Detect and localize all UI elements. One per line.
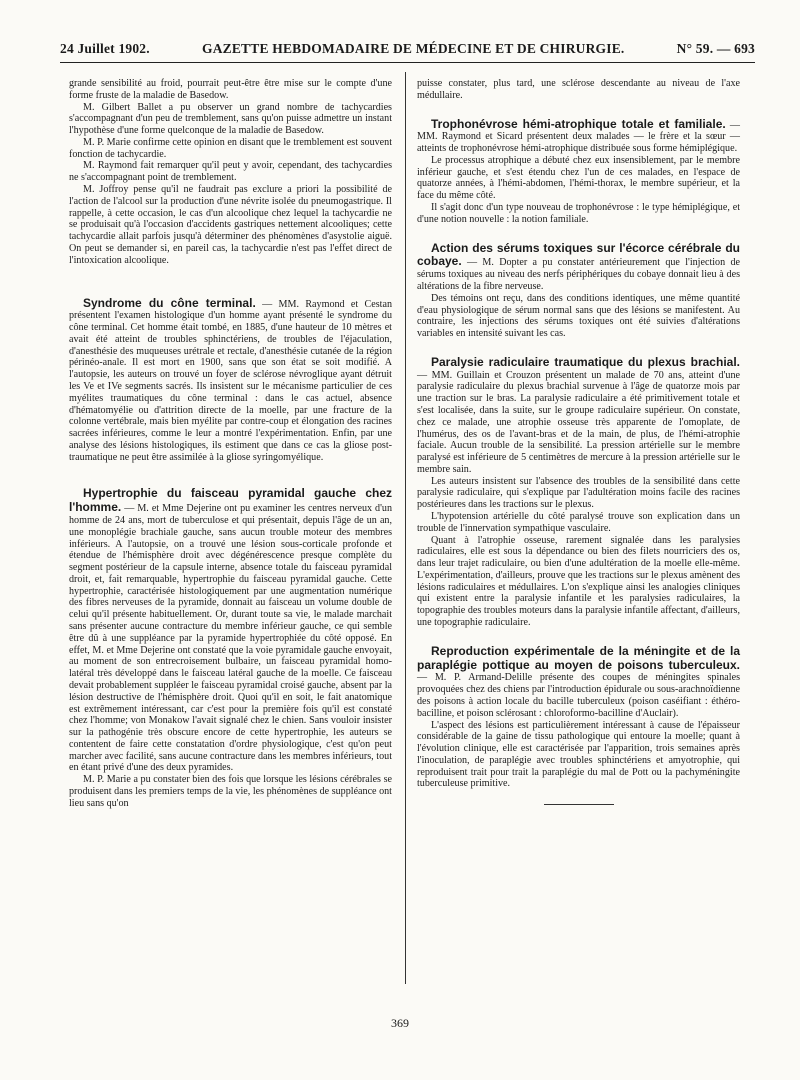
left-column	[69, 78, 392, 810]
header-issue-number: N° 59. — 693	[676, 41, 755, 56]
paragraph: Le processus atrophique a débuté chez eux insensiblement, par le membre inférieur gauche, et s'est étendu chez l'un de ces malades, en l'espace de quatorze années, à l'hémi-abdomen, l'hémi-thorax, le membre supérieur, et la face du même côté.	[417, 154, 740, 202]
section-body: — MM. Raymond et Cestan présentent l'examen histologique d'un homme ayant présenté le syndrome du cône terminal. Cet homme était tombé, en 1885, d'une hauteur de 10 mètres et avait été atteint de troubles sphinctériens, de troubles de l'éjaculation, d'anesthésie des muqueuses urétrale et rectale, d'anesthésie cutanée de la région périnéo-anale. Il est mort en 1900, sans que son état se soit modifié. A l'autopsie, les auteurs on trouvé un foyer de sclérose névroglique ayant détruit les Ve et IVe segments sacrés. Ils insistent sur le mécanisme particulier de ces myélites traumatiques du cône terminal : dans le cas actuel, absence d'hématomyélie ou d'attrition directe de la moelle, par une fracture de la colonne vertébrale, mais bien myélite par contre-coup et élongation des racines sacrées inférieures, comme le leur a montré l'expérimentation. Enfin, par une analyse des lésions histologiques, ils estiment que dans ce cas la gliose post-traumatique ne peut être assimilée à la gliose syringomyélique.	[69, 298, 392, 463]
section-syndrome-cone-terminal	[69, 297, 392, 464]
section-body: — M. et Mme Dejerine ont pu examiner les centres nerveux d'un homme de 24 ans, mort de tuberculose et qui présentait, depuis l'âge de un an, une monoplégie brachiale gauche, sans aucun trouble moteur des membres inférieurs. A l'autopsie, on a trouvé une lésion sous-corticale profonde et étendue de l'hémisphère droit avec dégénérescence presque complète du segment postérieur de la capsule interne, absence totale du faisceau pyramidal droit, et, fait remarquable, hypertrophie du faisceau pyramidal gauche. Cette hypertrophie, caractérisée histologiquement par une augmentation numérique des fibres nerveuses de la pyramide, donnait au faisceau un volume double de celui qu'il présente habituellement. Or, durant toute sa vie, le malade marchait sans présenter aucune contracture du membre inférieur gauche, ce qui semble être dû à une suppléance par la pyramide hypertrophiée du côté opposé. En effet, M. et Mme Dejerine ont constaté que la voie pyramidale gauche envoyait, au moment de son entrecroisement bulbaire, un faisceau pyramidal homo-latéral très développé dans le faisceau latéral gauche de la moelle. Ce faisceau devait probablement suppléer le faisceau pyramidal croisé gauche, absent par la lésion destructive de l'hémisphère droit. Quoi qu'il en soit, le fait anatomique est extrêmement intéressant, car c'est pour la première fois qu'il est constaté chez l'homme; von Monakow l'avait signalé chez le chien. Sans vouloir insister sur la pathogénie très obscure encore de cette hypertrophie, les auteurs se contentent de faire cette constatation d'ordre physiologique, c'est qu'on peut marcher avec facilité, sans aucune contracture dans les membres inférieurs, tout en étant privé d'une des deux pyramides.	[69, 503, 392, 774]
section-trophonevrose	[417, 118, 740, 226]
section-title: Action des sérums toxiques sur l'écorce cérébrale du cobaye.	[417, 240, 740, 269]
section-serums-toxiques	[417, 242, 740, 340]
section-body: — MM. Raymond et Sicard présentent deux malades — le frère et la sœur — atteints de trophonévrose hémi-atrophique distribuée sous forme hémiplégique.	[417, 119, 740, 155]
paragraph: M. Gilbert Ballet a pu observer un grand nombre de tachycardies s'accompagnant d'un peu de tremblement, sans qu'on puisse admettre un instant l'hypothèse d'une forme quelconque de la maladie de Basedow.	[69, 101, 392, 137]
paragraph: M. P. Marie a pu constater bien des fois que lorsque les lésions cérébrales se produisent dans les premiers temps de la vie, les phénomènes de suppléance ont lieu sans qu'on	[69, 774, 392, 809]
section-body: — MM. Guillain et Crouzon présentent un malade de 70 ans, atteint d'une paralysie radiculaire du plexus brachial survenue à l'âge de quatorze mois par une traction sur le bras. La paralysie radiculaire a été primitivement totale et s'est localisée, dans la suite, sur le groupe radiculaire supérieur. On constate, chez ce malade, une atrophie osseuse très apparente de l'omoplate, de l'humérus, des os de l'avant-bras et de la main, de plus, de l'hémi-atrophie faciale. Aucun trouble de la sensibilité. La pression artérielle sur le membre paralysé est inférieure de 5 centimètres de mercure à la pression artérielle sur le membre sain.	[417, 369, 740, 475]
continued-discussion	[69, 78, 392, 267]
section-meningite-experimentale	[417, 645, 740, 790]
paragraph: M. P. Marie confirme cette opinion en disant que le tremblement est souvent fonction de tachycardie.	[69, 136, 392, 160]
paragraph: Quant à l'atrophie osseuse, rarement signalée dans les paralysies radiculaires, elle est sous la dépendance ou bien des filets nourriciers des os, dans leur trajet radiculaire, ou bien d'une adultération de la moelle elle-même. L'expérimentation, d'ailleurs, prouve que les tractions sur le plexus amènent des lésions radiculaires et médullaires. L'on s'explique ainsi les analogies cliniques qui existent entre la paralysie infantile et les paralysies radiculaires, la topographie des troubles moteurs dans la paralysie infantile affectant, d'ailleurs, une topographie radiculaire.	[417, 534, 740, 629]
paragraph: Des témoins ont reçu, dans des conditions identiques, une même quantité d'eau physiologique de sérum normal sans que des lésions se manifestent. Au contraire, les injections des sérums toxiques ont été suivies d'altérations variables en intensité suivant les cas.	[417, 292, 740, 340]
section-hypertrophie-faisceau	[69, 487, 392, 809]
section-paralysie-radiculaire	[417, 356, 740, 629]
paragraph: Les auteurs insistent sur l'absence des troubles de la sensibilité dans cette paralysie radiculaire, qui s'explique par l'adultération moins facile des racines postérieures dans les tractions sur le plexus.	[417, 475, 740, 511]
section-title: Syndrome du cône terminal.	[83, 295, 256, 310]
end-rule	[544, 804, 614, 805]
section-body: — M. Dopter a pu constater antérieurement que l'injection de sérums toxiques au niveau des nerfs périphériques du cobaye donnait lieu à des altérations de la fibre nerveuse.	[417, 257, 740, 292]
section-body: — M. P. Armand-Delille présente des coupes de méningites spinales provoquées chez des chiens par l'introduction épidurale ou sous-arachnoïdienne des poisons à action locale du bacille tuberculeux (poison caséifiant : éthéro-bacilline, et poison sclérosant : chloroformo-bacilline d'Auclair).	[417, 672, 740, 719]
column-divider	[405, 72, 406, 984]
header-date: 24 Juillet 1902.	[60, 41, 150, 56]
page-number: 369	[391, 1016, 409, 1030]
header-rule	[60, 62, 755, 63]
paragraph: Il s'agit donc d'un type nouveau de trophonévrose : le type hémiplégique, et d'une notion nouvelle : la notion familiale.	[417, 202, 740, 225]
section-title: Reproduction expérimentale de la méningite et de la paraplégie pottique au moyen de poisons tuberculeux.	[417, 643, 740, 672]
continued-text	[417, 78, 740, 102]
paragraph: M. Raymond fait remarquer qu'il peut y avoir, cependant, des tachycardies ne s'accompagnant point de tremblement.	[69, 160, 392, 184]
paragraph: M. Joffroy pense qu'il ne faudrait pas exclure a priori la possibilité de l'action de l'alcool sur la production d'une névrite isolée du pneumogastrique. Il rappelle, à cette occasion, le cas d'un alcoolique chez lequel la tachycardie ne se produisait qu'à l'occasion d'accidents gastriques nettement alcooliques; cette tachycardie allait parfois jusqu'à déterminer des phénomènes d'asystolie aiguë. On peut se demander si, en pareil cas, la tachycardie n'est pas l'effet direct de l'intoxication alcoolique.	[69, 184, 392, 266]
section-title: Paralysie radiculaire traumatique du plexus brachial.	[431, 354, 740, 369]
right-column	[417, 78, 740, 805]
running-header	[60, 41, 755, 61]
section-title: Hypertrophie du faisceau pyramidal gauche chez l'homme.	[69, 486, 392, 515]
paragraph: puisse constater, plus tard, une sclérose descendante au niveau de l'axe médullaire.	[417, 78, 740, 101]
header-journal-title: GAZETTE HEBDOMADAIRE DE MÉDECINE ET DE CHIRURGIE.	[202, 41, 625, 56]
section-title: Trophonévrose hémi-atrophique totale et familiale.	[431, 116, 726, 131]
paragraph: grande sensibilité au froid, pourrait peut-être être mise sur le compte d'une forme fruste de la maladie de Basedow.	[69, 78, 392, 101]
paragraph: L'aspect des lésions est particulièrement intéressant à cause de l'épaisseur considérable de la gaine de tissu pathologique qui entoure la moelle; quant à l'évolution clinique, elle est caractérisée par l'apparition, trois semaines après l'inoculation, de paraplégie avec troubles sphinctériens et amyotrophie, qui reproduisent trait pour trait la paraplégie du mal de Pott ou la pachyméningite tuberculeuse primitive.	[417, 719, 740, 790]
paragraph: L'hypotension artérielle du côté paralysé trouve son explication dans un trouble de l'innervation sympathique vasculaire.	[417, 511, 740, 534]
